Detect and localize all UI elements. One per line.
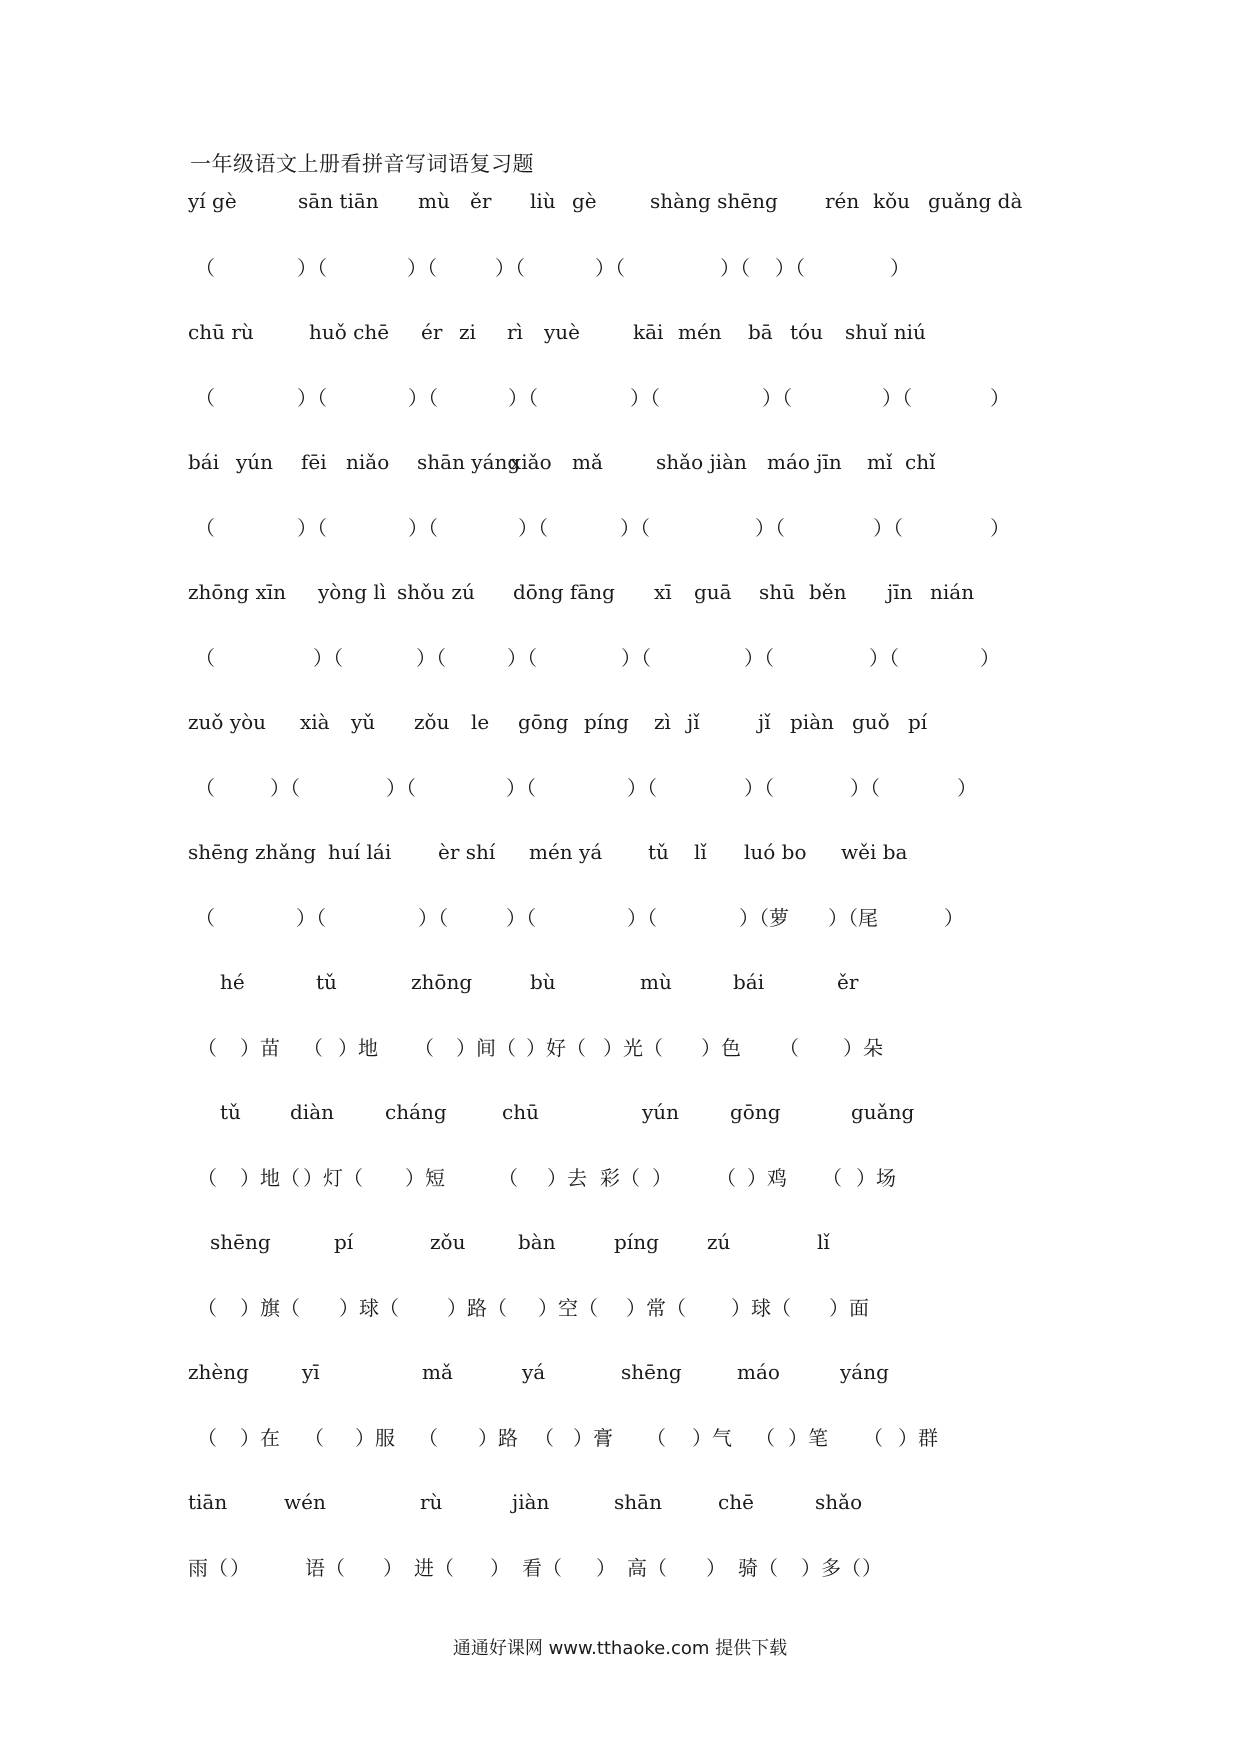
pinyin-syllable: mén yá (529, 840, 603, 864)
pinyin-syllable: běn (809, 580, 847, 604)
pinyin-syllable: wěi ba (841, 840, 908, 864)
pinyin-syllable: guǎng (851, 1100, 915, 1124)
answer-blank: ）（ (630, 386, 660, 410)
pinyin-syllable: shū (759, 580, 796, 604)
answer-blank: ）（ (744, 646, 774, 670)
pinyin-syllable: bàn (518, 1230, 556, 1254)
answer-blank: ）（ (270, 776, 300, 800)
pinyin-syllable: le (471, 710, 490, 734)
answer-blank: ）服 (355, 1426, 395, 1450)
pinyin-syllable: chǐ (905, 450, 936, 474)
answer-blank: （ (498, 1166, 518, 1190)
answer-row (0, 1290, 1240, 1326)
answer-blank: ）（ (621, 646, 651, 670)
answer-blank: ） (990, 386, 1010, 410)
pinyin-syllable: píng (614, 1230, 659, 1254)
answer-blank: ）（萝 (739, 906, 789, 930)
pinyin-syllable: yáng (840, 1360, 889, 1384)
answer-blank: ）（ (297, 256, 327, 280)
answer-blank: （ (646, 1426, 666, 1450)
pinyin-syllable: liù (530, 189, 556, 213)
pinyin-syllable: zú (707, 1230, 731, 1254)
answer-row (0, 640, 1240, 676)
pinyin-syllable: guā (694, 580, 732, 604)
pinyin-syllable: diàn (290, 1100, 335, 1124)
answer-blank: ）（ (627, 776, 657, 800)
answer-blank: ）球（ (731, 1296, 791, 1320)
answer-blank: ）（ (869, 646, 899, 670)
pinyin-syllable: zhōng (411, 970, 473, 994)
pinyin-row (0, 1224, 1240, 1260)
answer-blank: ）地（ (240, 1166, 300, 1190)
answer-blank: （ (779, 1036, 799, 1060)
answer-blank: 彩（ (600, 1166, 640, 1190)
pinyin-syllable: píng (584, 710, 629, 734)
pinyin-syllable: shēng (621, 1360, 682, 1384)
pinyin-syllable: sān tiān (298, 189, 379, 213)
answer-blank: ）（ (297, 516, 327, 540)
pinyin-syllable: piàn (790, 710, 835, 734)
answer-blank: ）（ (506, 776, 536, 800)
pinyin-syllable: yòng lì (318, 580, 387, 604)
answer-blank: （ (197, 1426, 217, 1450)
pinyin-syllable: ěr (470, 189, 492, 213)
pinyin-syllable: mǐ (867, 450, 893, 474)
answer-blank: ）（ (850, 776, 880, 800)
answer-blank: （ (195, 256, 215, 280)
answer-blank: （ (197, 1166, 217, 1190)
answer-blank: （ (303, 1036, 323, 1060)
answer-row (0, 1160, 1240, 1196)
answer-blank: ）（尾 (828, 906, 878, 930)
pinyin-syllable: shēng (210, 1230, 271, 1254)
pinyin-row (0, 1354, 1240, 1390)
pinyin-syllable: zì (654, 710, 671, 734)
answer-blank: ）（ (297, 386, 327, 410)
pinyin-syllable: xiǎo (510, 450, 552, 474)
answer-blank: ）（ (627, 906, 657, 930)
answer-blank: ）（ (407, 256, 437, 280)
pinyin-syllable: kāi (633, 320, 664, 344)
answer-blank: （ (195, 516, 215, 540)
answer-blank: 看（ (522, 1556, 562, 1580)
pinyin-syllable: wén (284, 1490, 326, 1514)
answer-blank: （ (197, 1296, 217, 1320)
pinyin-syllable: bā (748, 320, 773, 344)
answer-blank: ）苗 (240, 1036, 280, 1060)
answer-blank: ）场 (856, 1166, 896, 1190)
pinyin-syllable: tǔ (220, 1100, 241, 1124)
answer-blank: ）（ (595, 256, 625, 280)
answer-blank: （ (195, 776, 215, 800)
answer-blank: （ (195, 906, 215, 930)
pinyin-syllable: gè (572, 189, 597, 213)
answer-blank: ） (957, 776, 977, 800)
answer-blank: 进（ (414, 1556, 454, 1580)
pinyin-syllable: niǎo (346, 450, 390, 474)
pinyin-syllable: chū rù (188, 320, 254, 344)
pinyin-syllable: yún (236, 450, 274, 474)
answer-blank: ） (862, 1556, 882, 1580)
answer-blank: ） (990, 516, 1010, 540)
answer-blank: ）去 (547, 1166, 587, 1190)
pinyin-syllable: xī (654, 580, 672, 604)
pinyin-syllable: mù (640, 970, 672, 994)
pinyin-syllable: tóu (790, 320, 823, 344)
answer-blank: ）常（ (626, 1296, 686, 1320)
pinyin-syllable: bù (530, 970, 556, 994)
answer-blank: ） (652, 1166, 672, 1190)
pinyin-syllable: zhèng (188, 1360, 249, 1384)
answer-blank: ）笔 (788, 1426, 828, 1450)
pinyin-syllable: rén (825, 189, 860, 213)
pinyin-syllable: máo jīn (767, 450, 842, 474)
pinyin-syllable: dōng fāng (513, 580, 615, 604)
answer-blank: ）（ (506, 906, 536, 930)
answer-blank: ）（ (416, 646, 446, 670)
pinyin-syllable: yǔ (351, 710, 376, 734)
pinyin-syllable: hé (220, 970, 245, 994)
answer-blank: ）（ (313, 646, 343, 670)
answer-blank: 高（ (627, 1556, 667, 1580)
pinyin-syllable: jǐ (758, 710, 771, 734)
pinyin-row (0, 183, 1240, 219)
pinyin-syllable: lǐ (817, 1230, 830, 1254)
answer-blank: ）空（ (538, 1296, 598, 1320)
pinyin-syllable: cháng (385, 1100, 447, 1124)
answer-row (0, 250, 1240, 286)
answer-blank: ） (596, 1556, 616, 1580)
answer-blank: ）（ (418, 906, 448, 930)
answer-blank: （ (197, 1036, 217, 1060)
pinyin-row (0, 1484, 1240, 1520)
pinyin-syllable: pí (908, 710, 928, 734)
pinyin-syllable: zǒu (414, 710, 450, 734)
pinyin-syllable: luó bo (744, 840, 807, 864)
answer-blank: ）（ (755, 516, 785, 540)
pinyin-syllable: mén (678, 320, 722, 344)
pinyin-syllable: lǐ (694, 840, 707, 864)
answer-row (0, 510, 1240, 546)
answer-blank: ）旗（ (240, 1296, 300, 1320)
pinyin-syllable: chē (718, 1490, 754, 1514)
answer-blank: ）（ (408, 516, 438, 540)
answer-blank: ）（ (873, 516, 903, 540)
pinyin-syllable: rù (420, 1490, 443, 1514)
pinyin-syllable: tiān (188, 1490, 228, 1514)
pinyin-syllable: mù (418, 189, 450, 213)
pinyin-syllable: xià (300, 710, 330, 734)
answer-row (0, 1420, 1240, 1456)
answer-blank: （ (755, 1426, 775, 1450)
answer-blank: ）膏 (573, 1426, 613, 1450)
answer-row (0, 770, 1240, 806)
pinyin-syllable: tǔ (316, 970, 337, 994)
worksheet-title: 一年级语文上册看拼音写词语复习题 (190, 152, 534, 176)
pinyin-syllable: nián (930, 580, 975, 604)
pinyin-syllable: shǎo jiàn (656, 450, 747, 474)
pinyin-syllable: guǎng dà (928, 189, 1023, 213)
answer-blank: （ (822, 1166, 842, 1190)
pinyin-syllable: jiàn (512, 1490, 550, 1514)
pinyin-syllable: zi (459, 320, 476, 344)
pinyin-syllable: guǒ (852, 710, 890, 734)
pinyin-row (0, 444, 1240, 480)
pinyin-syllable: huǒ chē (309, 320, 390, 344)
answer-blank: ）（ (744, 776, 774, 800)
answer-blank: ）气 (692, 1426, 732, 1450)
answer-blank: ）群 (898, 1426, 938, 1450)
answer-blank: ）在 (240, 1426, 280, 1450)
answer-blank: ）（ (507, 646, 537, 670)
pinyin-syllable: yuè (544, 320, 581, 344)
pinyin-syllable: máo (737, 1360, 780, 1384)
pinyin-row (0, 1094, 1240, 1130)
pinyin-row (0, 964, 1240, 1000)
answer-blank: ）色 (701, 1036, 741, 1060)
answer-blank: ）路 (478, 1426, 518, 1450)
pinyin-syllable: mǎ (422, 1360, 453, 1384)
answer-blank: ） (944, 906, 964, 930)
pinyin-syllable: shān (614, 1490, 662, 1514)
pinyin-syllable: shǎo (815, 1490, 863, 1514)
pinyin-row (0, 314, 1240, 350)
pinyin-syllable: gōng (730, 1100, 781, 1124)
answer-blank: ）光（ (603, 1036, 663, 1060)
pinyin-syllable: yí gè (188, 189, 237, 213)
pinyin-row (0, 834, 1240, 870)
answer-blank: ）多（ (801, 1556, 861, 1580)
pinyin-syllable: pí (334, 1230, 354, 1254)
answer-blank: ）（ (762, 386, 792, 410)
answer-blank: ）（ (495, 256, 525, 280)
answer-row (0, 1030, 1240, 1066)
pinyin-syllable: rì (507, 320, 523, 344)
pinyin-row (0, 704, 1240, 740)
pinyin-syllable: shēng zhǎng (188, 840, 317, 864)
pinyin-syllable: bái (188, 450, 220, 474)
answer-blank: ）面 (829, 1296, 869, 1320)
answer-blank: ）地 (338, 1036, 378, 1060)
answer-blank: 语（ (305, 1556, 345, 1580)
answer-blank: ）间（ (456, 1036, 516, 1060)
answer-row (0, 380, 1240, 416)
pinyin-syllable: ér (421, 320, 443, 344)
answer-blank: ）朵 (843, 1036, 883, 1060)
footer-credit: 通通好课网 www.tthaoke.com 提供下载 (452, 1638, 788, 1659)
pinyin-syllable: zhōng xīn (188, 580, 287, 604)
answer-blank: ）（ (296, 906, 326, 930)
answer-blank: ）（ (720, 256, 750, 280)
answer-blank: ） (490, 1556, 510, 1580)
answer-blank: ） (890, 256, 910, 280)
answer-blank: ） (706, 1556, 726, 1580)
pinyin-syllable: zǒu (430, 1230, 466, 1254)
pinyin-syllable: chū (502, 1100, 539, 1124)
pinyin-syllable: shǒu zú (397, 580, 475, 604)
answer-blank: （ (418, 1426, 438, 1450)
answer-blank: （ (414, 1036, 434, 1060)
answer-blank: ）（ (775, 256, 805, 280)
answer-blank: ）球（ (339, 1296, 399, 1320)
answer-blank: ）短 (405, 1166, 445, 1190)
answer-blank: ）（ (518, 516, 548, 540)
answer-blank: ）（ (408, 386, 438, 410)
pinyin-syllable: fēi (301, 450, 327, 474)
pinyin-syllable: yún (642, 1100, 680, 1124)
answer-row (0, 1550, 1240, 1586)
pinyin-syllable: yī (302, 1360, 320, 1384)
pinyin-row (0, 574, 1240, 610)
answer-blank: ） (230, 1556, 250, 1580)
pinyin-syllable: mǎ (572, 450, 603, 474)
answer-blank: ）（ (882, 386, 912, 410)
answer-blank: ）（ (620, 516, 650, 540)
answer-row (0, 900, 1240, 936)
pinyin-syllable: èr shí (438, 840, 496, 864)
pinyin-syllable: tǔ (648, 840, 669, 864)
pinyin-syllable: shuǐ niú (845, 320, 926, 344)
answer-blank: （ (195, 386, 215, 410)
pinyin-syllable: gōng (518, 710, 569, 734)
answer-blank: ）（ (508, 386, 538, 410)
pinyin-syllable: kǒu (873, 189, 911, 213)
answer-blank: ）路（ (447, 1296, 507, 1320)
answer-blank: （ (863, 1426, 883, 1450)
answer-blank: （ (716, 1166, 736, 1190)
pinyin-syllable: jǐ (687, 710, 700, 734)
answer-blank: ）鸡 (747, 1166, 787, 1190)
answer-blank: （ (195, 646, 215, 670)
pinyin-syllable: huí lái (328, 840, 392, 864)
answer-blank: （ (534, 1426, 554, 1450)
pinyin-syllable: jīn (887, 580, 913, 604)
pinyin-syllable: yá (522, 1360, 546, 1384)
answer-blank: ） (383, 1556, 403, 1580)
answer-blank: ）好（ (526, 1036, 586, 1060)
pinyin-syllable: bái (733, 970, 765, 994)
pinyin-syllable: shān yáng (417, 450, 521, 474)
answer-blank: 骑（ (738, 1556, 778, 1580)
pinyin-syllable: shàng shēng (650, 189, 778, 213)
pinyin-syllable: zuǒ yòu (188, 710, 267, 734)
answer-blank: 雨（ (188, 1556, 228, 1580)
answer-blank: ）（ (386, 776, 416, 800)
pinyin-syllable: ěr (837, 970, 859, 994)
answer-blank: （ (304, 1426, 324, 1450)
answer-blank: ）灯（ (303, 1166, 363, 1190)
answer-blank: ） (980, 646, 1000, 670)
